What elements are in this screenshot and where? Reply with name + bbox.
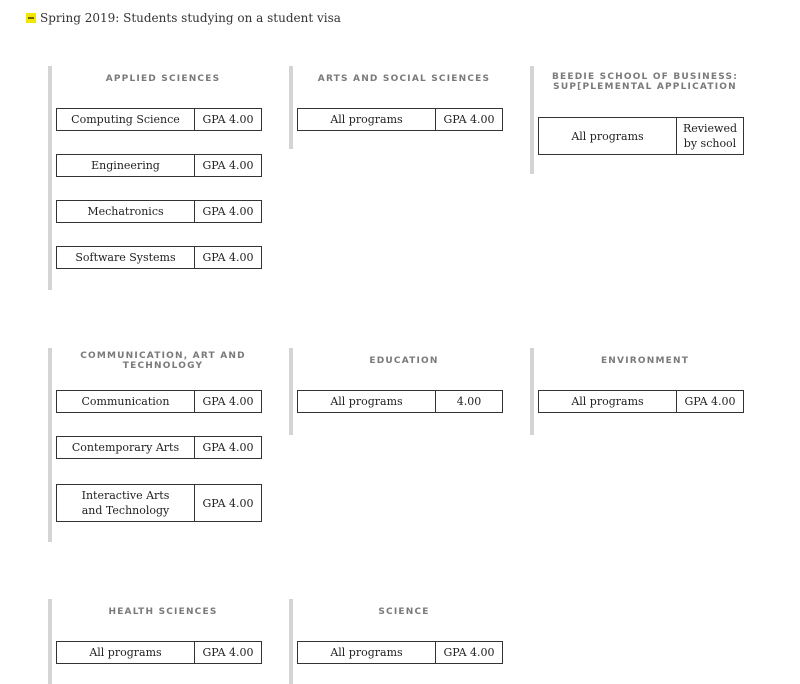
program-gpa: GPA 4.00 — [202, 496, 254, 510]
program-name: Communication — [57, 391, 195, 412]
section-title: Spring 2019: Students studying on a student visa — [40, 11, 341, 25]
faculty-applied-sciences — [48, 66, 270, 290]
program-name: Computing Science — [57, 109, 195, 130]
program-list — [48, 374, 270, 542]
program-name: Software Systems — [57, 247, 195, 268]
program-row-interactive-arts[interactable] — [56, 484, 262, 522]
section-header[interactable] — [26, 11, 341, 25]
program-name: All programs — [298, 109, 436, 130]
faculty-arts-social-sciences — [289, 66, 511, 149]
program-row-mechatronics[interactable] — [56, 200, 262, 223]
faculty-education — [289, 348, 511, 435]
faculty-health-sciences — [48, 599, 270, 684]
program-gpa: GPA 4.00 — [202, 159, 254, 172]
program-row-all-programs[interactable] — [538, 390, 744, 413]
faculty-title: COMMUNICATION, ART AND TECHNOLOGY — [48, 348, 270, 374]
program-name: Engineering — [57, 155, 195, 176]
program-name: All programs — [298, 642, 436, 663]
program-row-computing-science[interactable] — [56, 108, 262, 131]
program-gpa: GPA 4.00 — [684, 395, 736, 408]
program-list — [289, 374, 511, 435]
program-gpa: GPA 4.00 — [443, 646, 495, 659]
program-gpa: Reviewed by school — [683, 122, 738, 150]
faculty-title: APPLIED SCIENCES — [48, 66, 270, 92]
program-gpa: 4.00 — [456, 395, 482, 408]
program-name: Mechatronics — [57, 201, 195, 222]
program-gpa: GPA 4.00 — [202, 251, 254, 264]
program-name: Interactive Arts and Technology — [57, 485, 195, 521]
faculty-beedie-business — [530, 66, 752, 174]
program-list — [289, 625, 511, 684]
program-row-all-programs[interactable] — [297, 641, 503, 664]
faculty-title: SCIENCE — [289, 599, 511, 625]
program-gpa: GPA 4.00 — [202, 646, 254, 659]
faculty-title: EDUCATION — [289, 348, 511, 374]
program-list — [48, 625, 270, 684]
program-name: All programs — [539, 391, 677, 412]
program-row-all-programs[interactable] — [56, 641, 262, 664]
program-row-all-programs[interactable] — [297, 108, 503, 131]
program-name: All programs — [539, 118, 677, 154]
program-list — [530, 98, 752, 174]
program-row-communication[interactable] — [56, 390, 262, 413]
faculty-science — [289, 599, 511, 684]
faculty-title: ARTS AND SOCIAL SCIENCES — [289, 66, 511, 92]
program-row-software-systems[interactable] — [56, 246, 262, 269]
collapse-icon[interactable] — [26, 13, 36, 23]
program-row-contemporary-arts[interactable] — [56, 436, 262, 459]
faculty-title: ENVIRONMENT — [530, 348, 752, 374]
program-list — [530, 374, 752, 435]
program-gpa: GPA 4.00 — [202, 205, 254, 218]
program-gpa: GPA 4.00 — [202, 395, 254, 408]
program-gpa: GPA 4.00 — [202, 113, 254, 126]
program-list — [289, 92, 511, 149]
faculty-title: HEALTH SCIENCES — [48, 599, 270, 625]
faculty-communication-art-technology — [48, 348, 270, 542]
faculty-environment — [530, 348, 752, 435]
program-list — [48, 92, 270, 290]
program-name: All programs — [298, 391, 436, 412]
program-row-all-programs[interactable] — [538, 117, 744, 155]
program-row-all-programs[interactable] — [297, 390, 503, 413]
program-gpa: GPA 4.00 — [443, 113, 495, 126]
program-name: Contemporary Arts — [57, 437, 195, 458]
faculty-title: BEEDIE SCHOOL OF BUSINESS: SUP[PLEMENTAL APPLICATION — [530, 66, 752, 98]
program-name: All programs — [57, 642, 195, 663]
program-gpa: GPA 4.00 — [202, 441, 254, 454]
program-row-engineering[interactable] — [56, 154, 262, 177]
